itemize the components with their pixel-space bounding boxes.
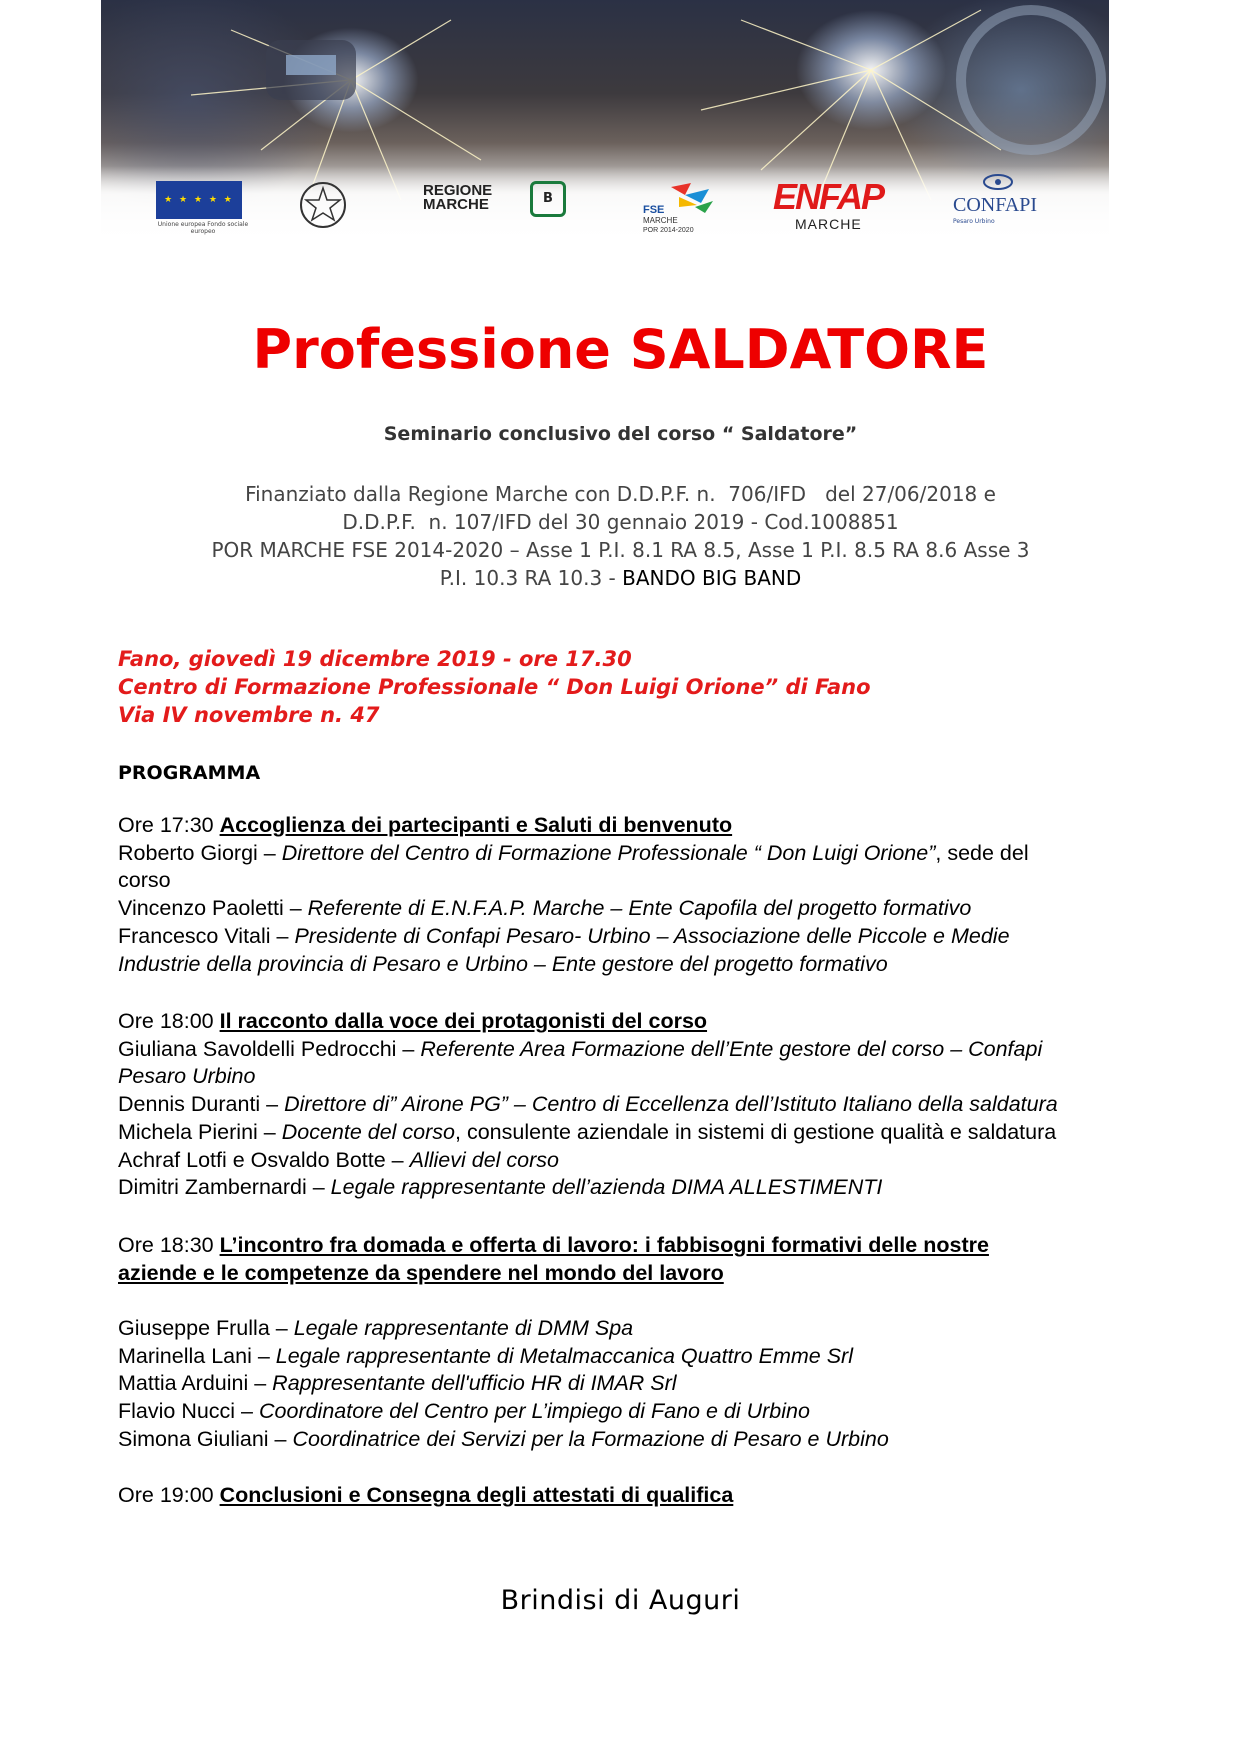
confapi-sub-label: Pesaro Urbino <box>953 218 995 225</box>
funding-info <box>0 480 1241 592</box>
event-place: Centro di Formazione Professionale “ Don Luigi Orione” di Fano <box>118 675 871 699</box>
program-heading: Il racconto dalla voce dei protagonisti del corso <box>219 1009 708 1033</box>
speaker-line: Dimitri Zambernardi – Legale rappresentante dell’azienda DIMA ALLESTIMENTI <box>118 1175 883 1200</box>
program-heading: L’incontro fra domada e offerta di lavoro: i fabbisogni formativi delle nostre <box>219 1233 989 1257</box>
speaker-line: Roberto Giorgi – Direttore del Centro di Formazione Professionale “ Don Luigi Orione”, sede del <box>118 840 1029 865</box>
confapi-logo: CONFAPI <box>953 194 1038 216</box>
italian-republic-emblem-icon <box>296 178 350 232</box>
program-heading-line: Ore 17:30 Accoglienza dei partecipanti e Saluti di benvenuto <box>118 813 733 837</box>
svg-text:FSE: FSE <box>643 204 665 216</box>
funding-line: POR MARCHE FSE 2014-2020 – Asse 1 P.I. 8.1 RA 8.5, Asse 1 P.I. 8.5 RA 8.6 Asse 3 <box>211 538 1030 562</box>
program-block-1730 <box>118 812 1029 978</box>
program-block-1800 <box>118 1008 1058 1202</box>
event-details <box>118 645 871 729</box>
program-heading: aziende e le competenze da spendere nel mondo del lavoro <box>118 1260 724 1285</box>
speaker-line: Giuliana Savoldelli Pedrocchi – Referente Area Formazione dell’Ente gestore del corso – Confapi <box>118 1036 1043 1061</box>
funding-line: P.I. 10.3 RA 10.3 - BANDO BIG BAND <box>439 566 802 590</box>
eu-caption: Unione europea Fondo sociale europeo <box>157 221 249 235</box>
program-heading-line: Ore 19:00 Conclusioni e Consegna degli attestati di qualifica <box>118 1483 734 1507</box>
program-heading: Conclusioni e Consegna degli attestati di qualifica <box>219 1483 734 1507</box>
speaker-line: Simona Giuliani – Coordinatrice dei Servizi per la Formazione di Pesaro e Urbino <box>118 1426 889 1451</box>
enfap-logo: ENFAP <box>773 176 884 217</box>
confapi-icon <box>981 172 1015 192</box>
svg-text:POR 2014-2020: POR 2014-2020 <box>643 227 694 234</box>
speaker-line: Michela Pierini – Docente del corso, consulente aziendale in sistemi di gestione qualità e saldatura <box>118 1119 1057 1144</box>
speaker-line: Marinella Lani – Legale rappresentante di Metalmaccanica Quattro Emme Srl <box>118 1343 853 1368</box>
speaker-line: Vincenzo Paoletti – Referente di E.N.F.A.P. Marche – Ente Capofila del progetto formativo <box>118 896 972 921</box>
bando-label: BANDO BIG BAND <box>622 566 802 590</box>
speaker-line: Pesaro Urbino <box>118 1064 256 1089</box>
speaker-line: Industrie della provincia di Pesaro e Urbino – Ente gestore del progetto formativo <box>118 951 888 976</box>
speaker-line: Dennis Duranti – Direttore di” Airone PG” – Centro di Eccellenza dell’Istituto Italiano della saldatura <box>118 1092 1058 1117</box>
regione-marche-icon: B <box>530 181 566 217</box>
fse-marche-logo <box>639 181 719 236</box>
programma-heading: PROGRAMMA <box>118 762 261 784</box>
speaker-line: Achraf Lotfi e Osvaldo Botte – Allievi del corso <box>118 1147 559 1172</box>
closing-line: Brindisi di Auguri <box>500 1585 741 1616</box>
funding-line: Finanziato dalla Regione Marche con D.D.P.F. n. 706/IFD del 27/06/2018 e <box>245 482 996 506</box>
eu-flag-icon: ★ ★ ★ ★ ★ <box>156 181 242 219</box>
svg-text:MARCHE: MARCHE <box>643 216 678 225</box>
funding-line: D.D.P.F. n. 107/IFD del 30 gennaio 2019 - Cod.1008851 <box>342 510 899 534</box>
regione-marche-logo: REGIONE MARCHE <box>423 182 493 213</box>
enfap-marche-label: MARCHE <box>795 216 862 232</box>
speaker-line: Flavio Nucci – Coordinatore del Centro per L’impiego di Fano e di Urbino <box>118 1399 810 1424</box>
program-block-1830 <box>118 1232 989 1287</box>
sponsor-logos <box>101 166 1109 246</box>
speaker-line: Mattia Arduini – Rappresentante dell'ufficio HR di IMAR Srl <box>118 1371 677 1396</box>
program-heading-line: Ore 18:30 L’incontro fra domada e offerta di lavoro: i fabbisogni formativi delle nostre <box>118 1233 989 1257</box>
program-heading-line <box>118 1260 989 1288</box>
speaker-line: corso <box>118 868 171 893</box>
page-subtitle: Seminario conclusivo del corso “ Saldatore” <box>383 423 858 445</box>
header-banner <box>101 0 1109 246</box>
program-heading: Accoglienza dei partecipanti e Saluti di benvenuto <box>219 813 733 837</box>
event-date: Fano, giovedì 19 dicembre 2019 - ore 17.30 <box>118 647 632 671</box>
program-heading-line: Ore 18:00 Il racconto dalla voce dei protagonisti del corso <box>118 1009 708 1033</box>
program-block-1900 <box>118 1482 733 1510</box>
speaker-line: Giuseppe Frulla – Legale rappresentante di DMM Spa <box>118 1316 634 1340</box>
program-block-1830-speakers <box>118 1315 889 1454</box>
event-address: Via IV novembre n. 47 <box>118 703 380 727</box>
speaker-line: Francesco Vitali – Presidente di Confapi Pesaro- Urbino – Associazione delle Piccole e Medie <box>118 923 1010 948</box>
page-title: Professione SALDATORE <box>252 318 989 381</box>
